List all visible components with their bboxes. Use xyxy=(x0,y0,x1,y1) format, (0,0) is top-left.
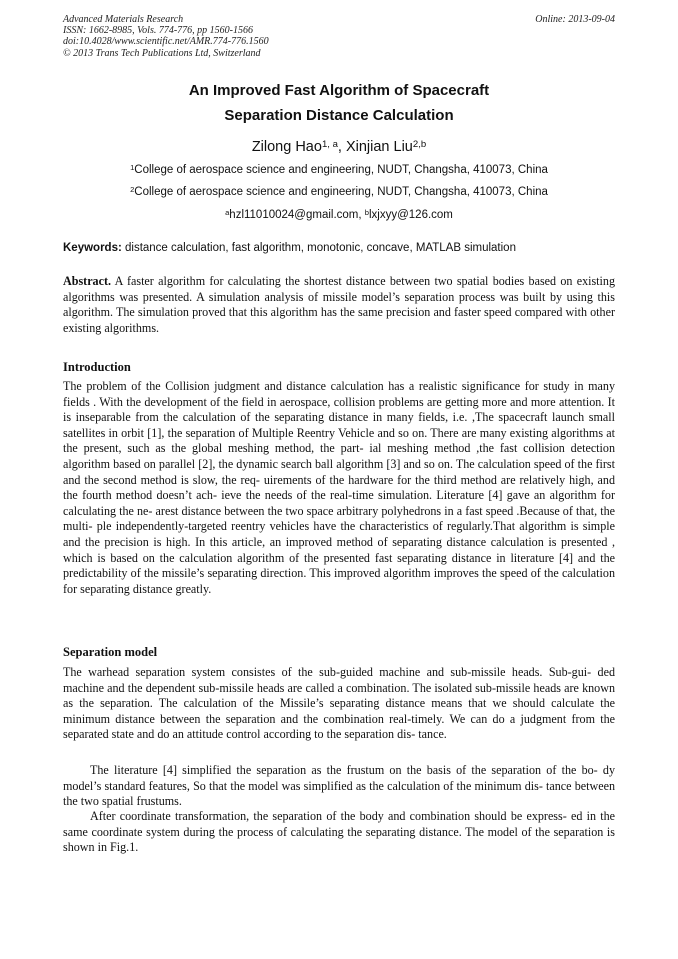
separation-model-paragraph-2: The literature [4] simplified the separation as the frustum on the basis of the separation of the bo- dy model’s standard features, So that the model was simplified as the calculation of the minimum dis- tance between the two spatial frustums. xyxy=(63,763,615,809)
online-date: Online: 2013-09-04 xyxy=(535,14,615,25)
author-list xyxy=(63,139,615,155)
introduction-heading: Introduction xyxy=(63,360,131,374)
separation-model-paragraph-3: After coordinate transformation, the separation of the body and combination should be express- ed in the same coordinate system during the process of calculating the separating distance. The model of the separation is shown in Fig.1. xyxy=(63,809,615,855)
email-b-mark: b xyxy=(364,207,369,217)
separation-model-paragraph-1: The warhead separation system consistes of the sub-guided machine and sub-missile heads. Sub-gui- ded machine and the dependent sub-missile heads are called a combination. The isolated sub-missile heads are known as the separation. The calculation of the Missile’s separating distance means that we should calculate the minimum distance between the separation and the combination real-timely. We can do a judgment from the separated state and do an attitude control according to the separation dis- tance. xyxy=(63,665,615,742)
author-2-name: Xinjian Liu xyxy=(345,139,413,155)
email-a: hzl11010024@gmail.com, xyxy=(229,209,365,221)
author-separator: , xyxy=(337,139,346,155)
affiliation-2-mark: 2 xyxy=(130,184,135,194)
abstract-text: A faster algorithm for calculating the shortest distance between two spatial bodies based on existing algorithms was presented. A simulation analysis of missile model’s separation process was built by using this algorithm. The simulation proved that this algorithm has the same precision and faster speed compared with other existing algorithms. xyxy=(63,274,615,335)
email-a-mark: a xyxy=(225,207,230,217)
paper-title-line-2: Separation Distance Calculation xyxy=(224,107,454,124)
separation-model-heading: Separation model xyxy=(63,645,158,659)
abstract-label: Abstract. xyxy=(63,274,112,288)
journal-header xyxy=(63,14,615,59)
affiliation-2-text: College of aerospace science and engineering, NUDT, Changsha, 410073, China xyxy=(134,186,548,198)
keywords-label: Keywords: xyxy=(63,242,122,254)
copyright-line: © 2013 Trans Tech Publications Ltd, Switzerland xyxy=(63,47,261,59)
journal-name: Advanced Materials Research xyxy=(63,14,184,25)
affiliation-2 xyxy=(63,186,615,198)
author-emails xyxy=(63,209,615,221)
affiliation-1-text: College of aerospace science and engineering, NUDT, Changsha, 410073, China xyxy=(134,164,548,176)
doi-line: doi:10.4028/www.scientific.net/AMR.774-776.1560 xyxy=(63,36,269,48)
affiliation-1 xyxy=(63,164,615,176)
abstract xyxy=(63,274,615,336)
affiliation-1-mark: 1 xyxy=(130,162,135,172)
email-b: lxjxyy@126.com xyxy=(369,209,453,221)
introduction-paragraph: The problem of the Collision judgment and distance calculation has a realistic significance for study in many fields . With the development of the field in aerospace, collision problems are getting more and more attention. It is inseparable from the calculation of the separating distance in many fields, i.e. ,The spacecraft launch small satellites in orbit [1], the separation of Multiple Reentry Vehicle and so on. There are many existing algorithms at the present, such as the global meshing method, the part- ial meshing method ,the fast collision detection algorithm based on parallel [2], the dynamic search ball algorithm [3] and so on. The calculation speed of the first and the second method is slow, the req- uirements of the hardware for the third method are relatively high, and the fourth method doesn’t ach- ieve the needs of the real-time simulation. Literature [4] gave an algorithm for calculating the ne- arest distance between the two space arbitrary polyhedrons in a fast speed .Because of that, the multi- ple independently-targeted reentry vehicles have the characteristics of regularly.That algorithm is simple and the precision is high. In this article, an improved method of separating distance calculation is presented , which is based on the calculation algorithm of the presented fast separating distance in literature [4] and the predictability of the missile’s separating direction. This improved algorithm improves the speed of the calculation for separating distance greatly. xyxy=(63,379,615,596)
author-1-name: Zilong Hao xyxy=(251,139,322,155)
issn-line: ISSN: 1662-8985, Vols. 774-776, pp 1560-1566 xyxy=(63,25,253,37)
author-1-affiliation-mark: 1, a xyxy=(321,138,338,150)
paper-title-line-1: An Improved Fast Algorithm of Spacecraft xyxy=(188,82,490,99)
keywords xyxy=(63,242,615,254)
author-2-affiliation-mark: 2,b xyxy=(412,138,427,150)
keywords-text: distance calculation, fast algorithm, monotonic, concave, MATLAB simulation xyxy=(121,242,516,254)
